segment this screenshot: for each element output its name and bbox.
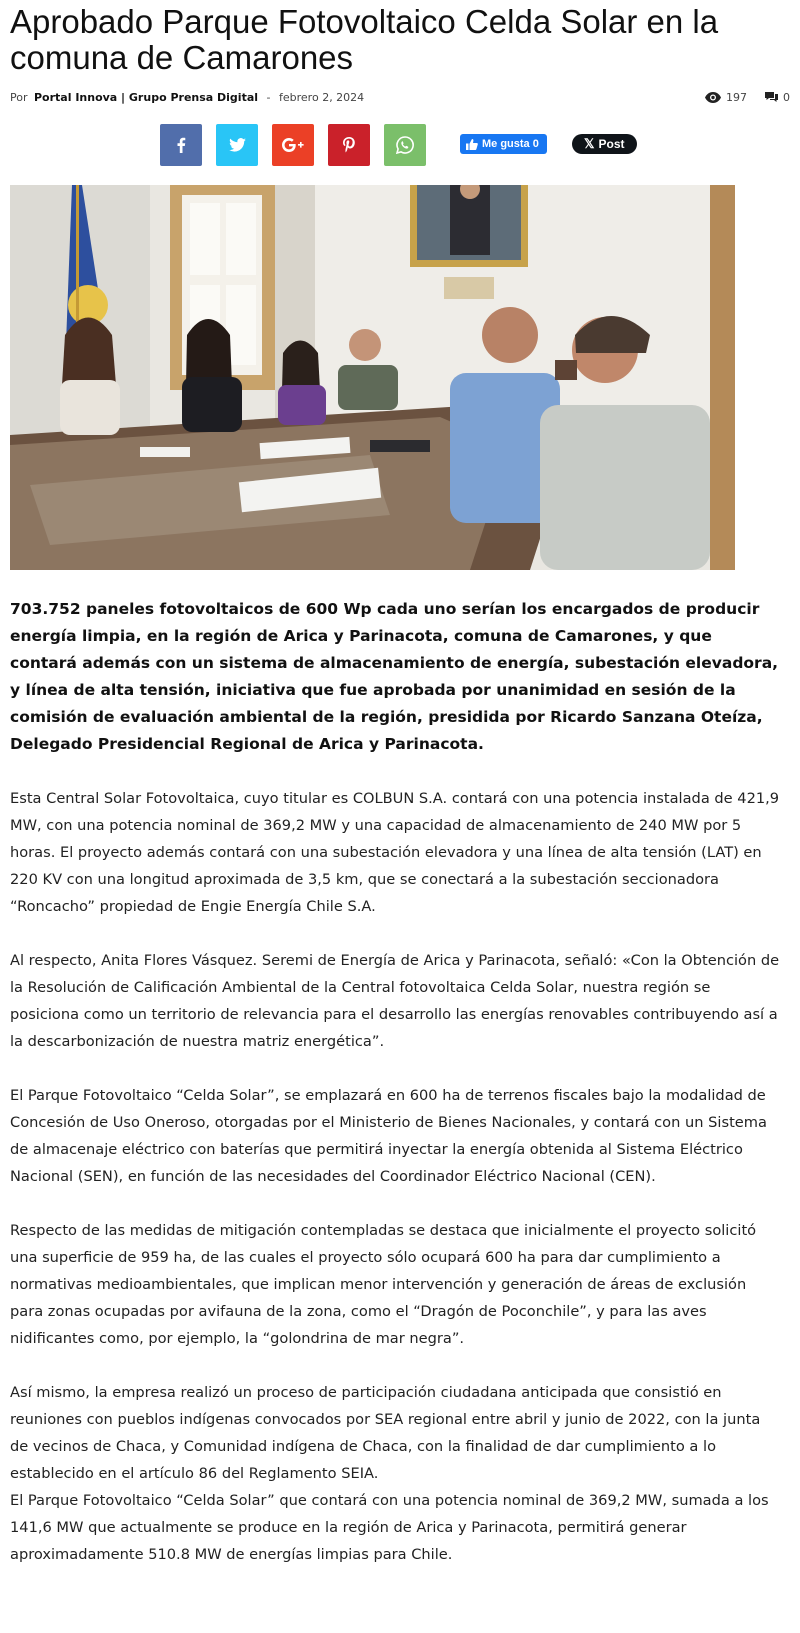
whatsapp-icon (396, 136, 414, 154)
article-paragraph: El Parque Fotovoltaico “Celda Solar” que contará con una potencia nominal de 369,2 MW, sumada a los 141,6 MW que actualmente se produce en la región de Arica y Parinacota, permitirá generar aproximadamente 510.8 MW de energías limpias para Chile. (10, 1492, 769, 1563)
like-label: Me gusta 0 (482, 138, 539, 150)
article-body (10, 596, 780, 1568)
article-lead: 703.752 paneles fotovoltaicos de 600 Wp cada uno serían los encargados de producir energía limpia, en la región de Arica y Parinacota, comuna de Camarones, y que contará además con un sistema de almacenamiento de energía, subestación elevadora, y línea de alta tensión, iniciativa que fue aprobada por unanimidad en sesión de la comisión de evaluación ambiental de la región, presidida por Ricardo Sanzana Oteíza, Delegado Presidencial Regional de Arica y Parinacota. (10, 600, 779, 753)
facebook-share-button[interactable] (160, 124, 202, 166)
facebook-like-button[interactable] (460, 134, 547, 154)
views-count (705, 91, 747, 104)
meeting-room-photo (10, 185, 735, 570)
article-paragraph: Así mismo, la empresa realizó un proceso de participación ciudadana anticipada que consistió en reuniones con pueblos indígenas convocados por SEA regional entre abril y junio de 2022, con la junta de vecinos de Chaca, y Comunidad indígena de Chaca, con la finalidad de dar cumplimiento a lo establecido en el artículo 86 del Reglamento SEIA. (10, 1384, 761, 1482)
article-photo (10, 185, 735, 570)
article-paragraph: Respecto de las medidas de mitigación contempladas se destaca que inicialmente el proyecto solicitó una superficie de 959 ha, de las cuales el proyecto sólo ocupará 600 ha para dar cumplimiento a normativas medioambientales, que implican menor intervención y generación de áreas de exclusión para zonas ocupadas por avifauna de la zona, como el “Dragón de Poconchile”, y para las aves nidificantes como, por ejemplo, la “golondrina de mar negra”. (10, 1222, 757, 1347)
comments-count[interactable] (765, 91, 790, 104)
twitter-share-button[interactable] (216, 124, 258, 166)
whatsapp-share-button[interactable] (384, 124, 426, 166)
views-value: 197 (726, 91, 747, 104)
share-bar (160, 124, 800, 166)
comment-icon (765, 92, 778, 103)
pinterest-icon (343, 137, 355, 153)
google-plus-icon (282, 138, 304, 152)
post-label: Post (598, 137, 625, 151)
article-title: Aprobado Parque Fotovoltaico Celda Solar en la comuna de Camarones (10, 3, 719, 76)
article-paragraph: Esta Central Solar Fotovoltaica, cuyo titular es COLBUN S.A. contará con una potencia instalada de 421,9 MW, con una potencia nominal de 369,2 MW y una capacidad de almacenamiento de 240 MW por 5 horas. El proyecto además contará con una subestación elevadora y una línea de alta tensión (LAT) en 220 KV con una longitud aproximada de 3,5 km, que se conectará a la subestación seccionadora “Roncacho” propiedad de Engie Energía Chile S.A. (10, 790, 780, 915)
facebook-icon (176, 137, 186, 153)
article-paragraph: Al respecto, Anita Flores Vásquez. Seremi de Energía de Arica y Parinacota, señaló: «Con la Obtención de la Resolución de Calificación Ambiental de la Central fotovoltaica Celda Solar, nuestra región se posiciona como un territorio de relevancia para el desarrollo las energías renovables contribuyendo así a la descarbonización de nuestra matriz energética”. (10, 952, 780, 1050)
by-label: Por (10, 91, 28, 104)
comments-value: 0 (783, 91, 790, 104)
article-meta (10, 91, 790, 107)
google-plus-share-button[interactable] (272, 124, 314, 166)
twitter-icon (229, 138, 246, 152)
x-post-button[interactable] (572, 134, 637, 154)
article-stats (687, 91, 790, 104)
article-paragraph: El Parque Fotovoltaico “Celda Solar”, se emplazará en 600 ha de terrenos fiscales bajo la modalidad de Concesión de Uso Oneroso, otorgadas por el Ministerio de Bienes Nacionales, y contará con un Sistema de almacenaje eléctrico con baterías que permitirá inyectar la energía obtenida al Sistema Eléctrico Nacional (SEN), en función de las necesidades del Coordinador Eléctrico Nacional (CEN). (10, 1087, 767, 1185)
author-link[interactable]: Portal Innova | Grupo Prensa Digital (34, 91, 259, 104)
eye-icon (705, 92, 721, 103)
thumbs-up-icon (466, 139, 478, 150)
x-logo-icon: 𝕏 (584, 136, 595, 151)
meta-separator: - (266, 91, 271, 104)
publish-date: febrero 2, 2024 (279, 91, 365, 104)
pinterest-share-button[interactable] (328, 124, 370, 166)
